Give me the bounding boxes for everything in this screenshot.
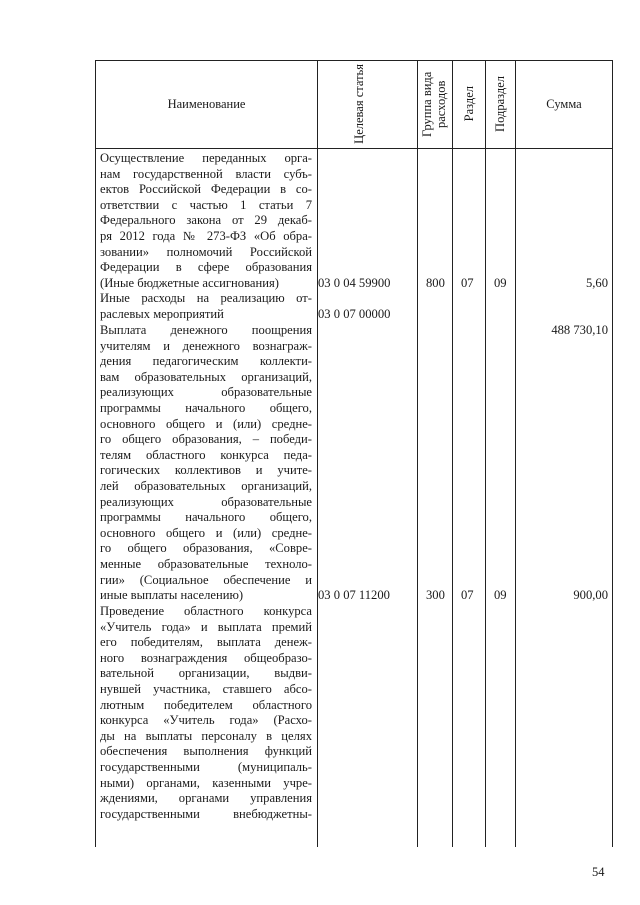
page-number: 54 (592, 865, 605, 879)
row-1-section: 07 (461, 276, 474, 290)
row-2-name: Иные расходы на реализацию от- раслевых мероприятий (100, 291, 312, 321)
header-amount: Сумма (546, 96, 582, 111)
row-1-group: 800 (426, 276, 445, 290)
col-divider-1 (317, 60, 318, 847)
row-3-section: 07 (461, 588, 474, 602)
row-4-name: Проведение областного конкурса «Учитель года» и выплата премий его победителям, выплата денеж- ного вознаграждения общеобразо- вательной организации, выдви- нувшей участника, ставшего абсо- лютным победителем областного конкурса «Учитель года» (Расхо- ды на выплаты персоналу в целях обеспечения выполнения функций государственными (муниципаль- ными) органами, казенными учре- ждениями, органами управления государственными внебюджетны- (100, 604, 312, 821)
header-target-article: Целевая статья (351, 64, 366, 144)
header-expense-group: Группа вида расходов (420, 71, 448, 137)
header-subsection: Подраздел (493, 76, 507, 132)
row-3-amount: 900,00 (573, 588, 608, 602)
budget-table (95, 60, 613, 847)
header-name: Наименование (167, 96, 246, 111)
header-section: Раздел (461, 86, 476, 122)
row-1-amount: 5,60 (585, 276, 608, 290)
row-2-amount: 488 730,10 (551, 323, 608, 337)
row-1-code: 03 0 04 59900 (318, 276, 391, 290)
row-3-code: 03 0 07 11200 (318, 588, 390, 602)
col-divider-5 (515, 60, 516, 847)
row-3-name: Выплата денежного поощрения учителям и денежного вознаграж- дения педагогическим коллекти- вам образовательных организаций, реализующих образовательные программы начального общего, основного общего и (или) средне- го общего образования, – победи- телям областного конкурса педа- гогических коллективов и учите- лей образовательных организаций, реализующих образовательные программы начального общего, основного общего и (или) средне- го общего образования, «Совре- менные образовательные техноло- гии» (Социальное обеспечение и иные выплаты населению) (100, 323, 312, 603)
row-3-group: 300 (426, 588, 445, 602)
col-divider-2 (417, 60, 418, 847)
row-3-subsection: 09 (494, 588, 507, 602)
header-bottom-border (95, 148, 613, 149)
table-left-border (95, 60, 96, 847)
row-1-subsection: 09 (494, 276, 507, 290)
col-divider-3 (452, 60, 453, 847)
table-right-border (612, 60, 613, 847)
row-2-code: 03 0 07 00000 (318, 307, 391, 321)
col-divider-4 (485, 60, 486, 847)
row-1-name: Осуществление переданных орга- нам государственной власти субъ- ектов Российской Федерации в со- ответствии с частью 1 статьи 7 Федерального закона от 29 декаб- ря 2012 года № 273-ФЗ «Об обра- зовании» полномочий Российской Федерации в сфере образования (Иные бюджетные ассигнования) (100, 151, 312, 290)
